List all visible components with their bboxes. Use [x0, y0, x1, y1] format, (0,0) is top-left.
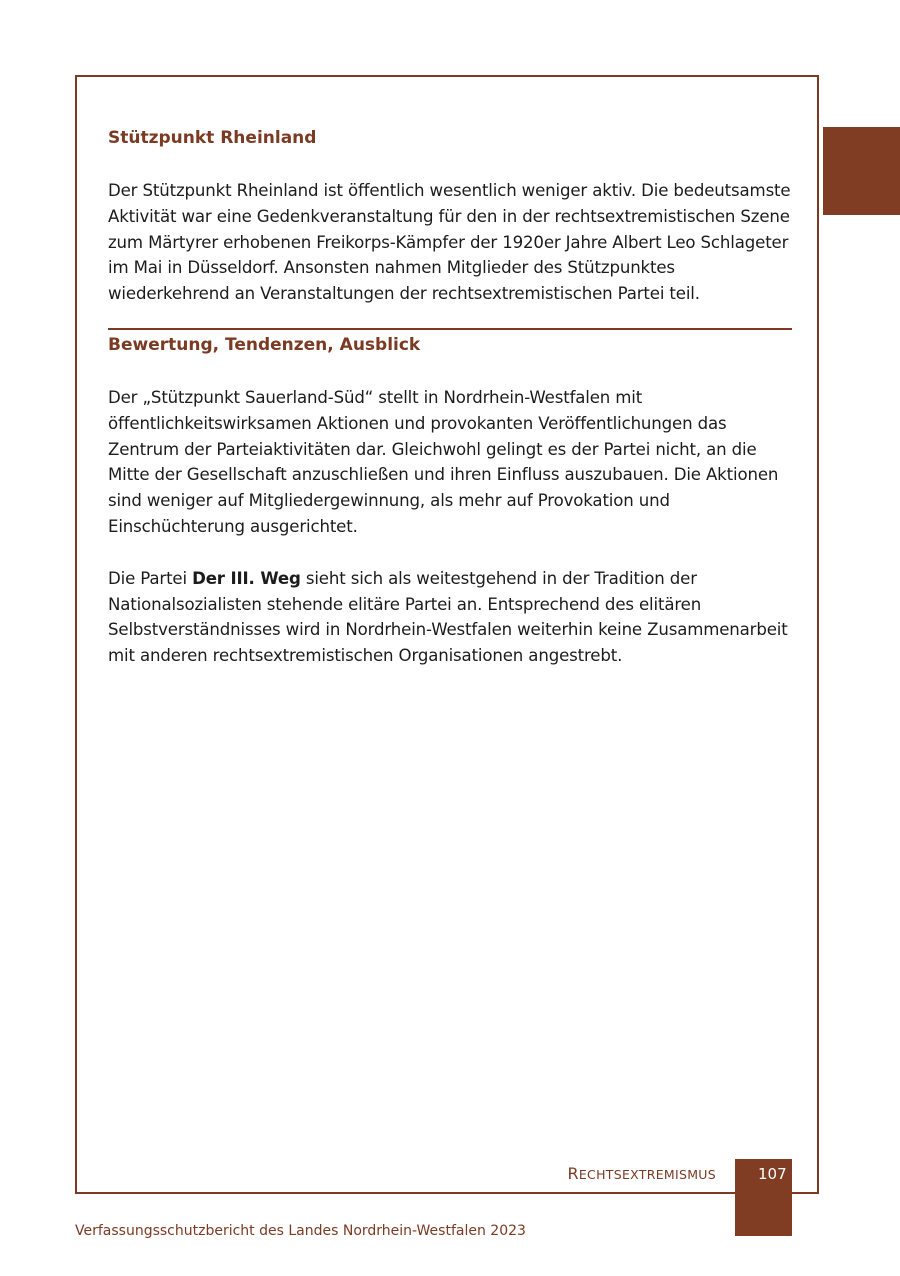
footer-section-label	[567, 1163, 716, 1186]
chapter-tab-marker	[823, 127, 900, 215]
page-number: 107	[758, 1165, 787, 1183]
report-caption: Verfassungsschutzbericht des Landes Nordrhein-Westfalen 2023	[75, 1223, 526, 1239]
paragraph-bewertung-2-rest: sieht sich als weitestgehend in der Tradition der Nationalsozialisten stehende elitäre Partei an. Entsprechend des elitären Selbstverständnisses wird in Nordrhein-Westfalen weiterhin keine Zusammenarbeit mit anderen rechtsextremistischen Organisationen angestrebt.	[108, 568, 788, 666]
paragraph-bewertung-1: Der „Stützpunkt Sauerland-Süd“ stellt in Nordrhein-Westfalen mit öffentlichkeitswirksamen Aktionen und provokanten Veröffentlichungen das Zentrum der Parteiaktivitäten dar. Gleichwohl gelingt es der Partei nicht, an die Mitte der Gesellschaft anzuschließen und ihren Einfluss auszubauen. Die Aktionen sind weniger auf Mitgliedergewinnung, als mehr auf Provokation und Einschüchterung ausgerichtet.	[108, 387, 779, 536]
paragraph-bewertung-2	[108, 566, 792, 669]
footer-section-label-initial: R	[567, 1164, 579, 1183]
page-content	[108, 126, 792, 669]
party-name-bold: Der III. Weg	[192, 568, 301, 588]
section-heading-bewertung: Bewertung, Tendenzen, Ausblick	[108, 334, 421, 355]
paragraph-bewertung-2-prefix: Die Partei	[108, 568, 193, 588]
section-heading-stuetzpunkt-rheinland: Stützpunkt Rheinland	[108, 128, 317, 148]
footer-section-label-rest: ECHTSEXTREMISMUS	[578, 1167, 716, 1182]
paragraph-stuetzpunkt-rheinland: Der Stützpunkt Rheinland ist öffentlich wesentlich weniger aktiv. Die bedeutsamste Aktivität war eine Gedenkveranstaltung für den in der rechtsextremistischen Szene zum Märtyrer erhobenen Freikorps-Kämpfer der 1920er Jahre Albert Leo Schlageter im Mai in Düsseldorf. Ansonsten nahmen Mitglieder des Stützpunktes wiederkehrend an Veranstaltungen der rechtsextremistischen Partei teil.	[108, 181, 791, 304]
